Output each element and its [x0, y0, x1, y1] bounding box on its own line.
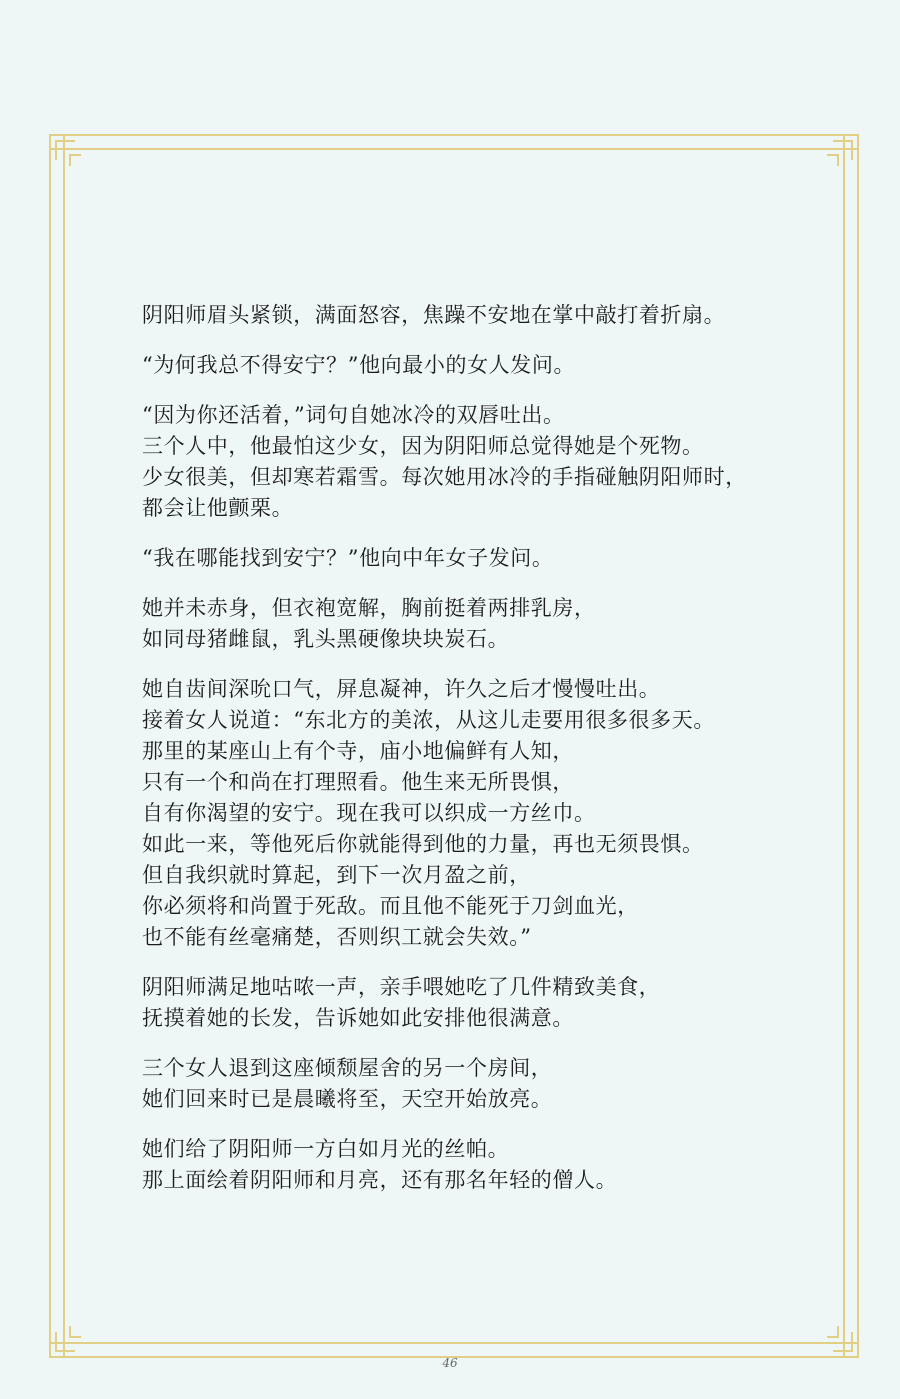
text-line: 那里的某座山上有个寺，庙小地偏鲜有人知，	[142, 739, 574, 763]
text-line: 如此一来，等他死后你就能得到他的力量，再也无须畏惧。	[142, 832, 704, 856]
corner-ornament-bottom-right	[827, 1326, 858, 1357]
text-line: 自有你渴望的安宁。现在我可以织成一方丝巾。	[142, 801, 596, 825]
page-number: 46	[442, 1356, 458, 1370]
text-line: 也不能有丝毫痛楚，否则织工就会失效。”	[142, 925, 532, 949]
paragraph	[142, 350, 802, 381]
paragraph	[142, 674, 802, 953]
text-line: 她们回来时已是晨曦将至，天空开始放亮。	[142, 1087, 553, 1111]
corner-ornament-bottom-left	[50, 1326, 81, 1357]
text-line: 少女很美，但却寒若霜雪。每次她用冰冷的手指碰触阴阳师时，	[142, 465, 747, 489]
corner-ornament-top-left	[50, 135, 81, 166]
text-line: 抚摸着她的长发，告诉她如此安排他很满意。	[142, 1006, 574, 1030]
text-line: “因为你还活着，”词句自她冰冷的双唇吐出。	[142, 403, 565, 427]
paragraph	[142, 400, 802, 524]
text-line: 你必须将和尚置于死敌。而且他不能死于刀剑血光，	[142, 894, 639, 918]
text-line: 但自我织就时算起，到下一次月盈之前，	[142, 863, 531, 887]
text-line: 都会让他颤栗。	[142, 496, 294, 520]
text-line: 她自齿间深吮口气，屏息凝神，许久之后才慢慢吐出。	[142, 677, 661, 701]
text-line: 三个女人退到这座倾颓屋舍的另一个房间，	[142, 1056, 553, 1080]
text-line: 她并未赤身，但衣袍宽解，胸前挺着两排乳房，	[142, 596, 596, 620]
paragraph	[142, 593, 802, 655]
text-line: 那上面绘着阴阳师和月亮，还有那名年轻的僧人。	[142, 1168, 618, 1192]
text-line: “我在哪能找到安宁？”他向中年女子发问。	[142, 546, 554, 570]
text-line: 只有一个和尚在打理照看。他生来无所畏惧，	[142, 770, 574, 794]
paragraph	[142, 1053, 802, 1115]
text-line: 她们给了阴阳师一方白如月光的丝帕。	[142, 1137, 510, 1161]
paragraph	[142, 972, 802, 1034]
story-text-block	[142, 300, 802, 1215]
text-line: 阴阳师眉头紧锁，满面怒容，焦躁不安地在掌中敲打着折扇。	[142, 303, 726, 327]
text-line: 如同母猪雌鼠，乳头黑硬像块块炭石。	[142, 627, 510, 651]
text-line: 接着女人说道：“东北方的美浓，从这儿走要用很多很多天。	[142, 708, 715, 732]
paragraph	[142, 300, 802, 331]
text-line: 阴阳师满足地咕哝一声，亲手喂她吃了几件精致美食，	[142, 975, 661, 999]
paragraph	[142, 1134, 802, 1196]
text-line: “为何我总不得安宁？”他向最小的女人发问。	[142, 353, 576, 377]
paragraph	[142, 543, 802, 574]
corner-ornament-top-right	[827, 135, 858, 166]
text-line: 三个人中，他最怕这少女，因为阴阳师总觉得她是个死物。	[142, 434, 704, 458]
